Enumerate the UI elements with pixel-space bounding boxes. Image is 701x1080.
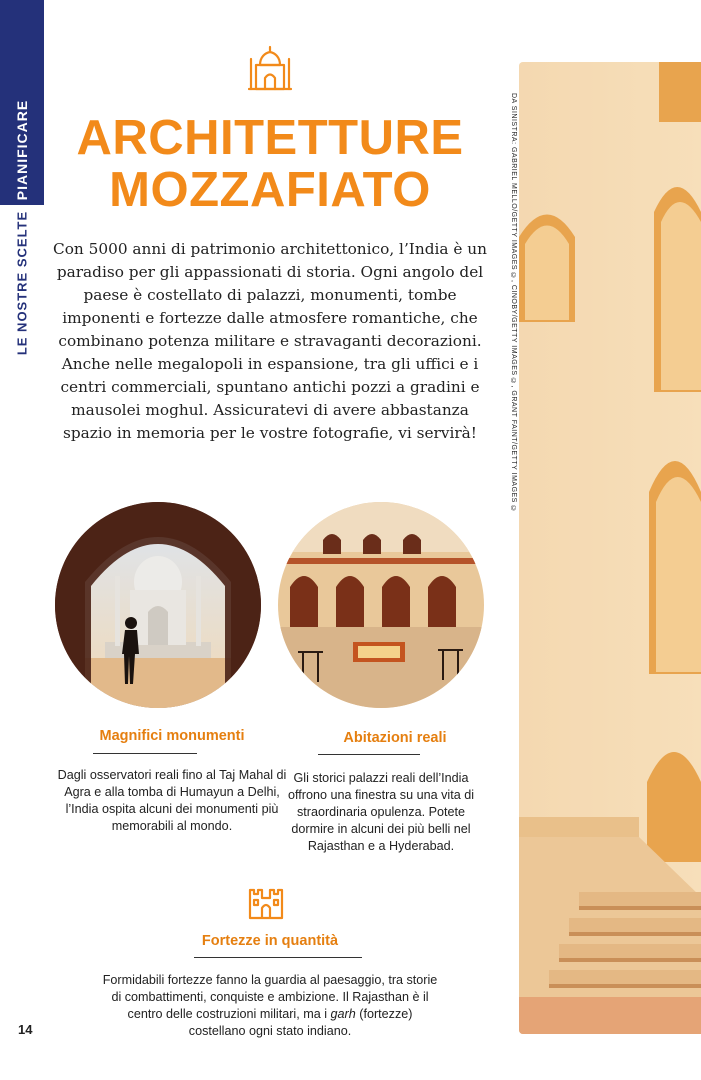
section-title-monuments: Magnifici monumenti xyxy=(99,728,245,744)
section-tab-label: PIANIFICARE xyxy=(14,99,30,201)
page-number: 14 xyxy=(18,1022,33,1037)
photo-credit: DA SINISTRA: GABRIEL MELLO/GETTY IMAGES ©, CINOBY/GETTY IMAGES ©, GRANT FAINT/GETTY IMAGES © xyxy=(510,93,517,513)
palace-courtyard-photo xyxy=(278,502,484,708)
section-text-palaces: Gli storici palazzi reali dell’India offrono una finestra su una vita di straordinaria opulenza. Potete dormire in alcuni dei più belli nel Rajasthan e a Hyderabad. xyxy=(288,771,474,853)
observatory-photo xyxy=(519,62,701,1034)
intro-paragraph: Con 5000 anni di patrimonio architettonico, l’India è un paradiso per gli appassionati di storia. Ogni angolo del paese è costellato di palazzi, monumenti, tombe imponenti e fortezze dalle atmosfere romantiche, che combinano potenza militare e stravaganti decorazioni. Anche nelle megalopoli in espansione, tra gli uffici e i centri commerciali, spuntano antichi pozzi a gradini e mausolei moghul. Assicuratevi di avere abbastanza spazio in memoria per le vostre fotografie, vi servirà! xyxy=(53,240,487,442)
page-title xyxy=(50,112,490,216)
forts-text-part-1: Formidabili fortezze fanno la guardia al paesaggio, tra storie di combattimenti, conquiste e ambizione. Il Rajasthan è il centro delle costruzioni militari, ma i xyxy=(102,973,438,1021)
title-line-2: MOZZAFIATO xyxy=(109,163,431,217)
title-line-1: ARCHITETTURE xyxy=(76,111,464,165)
subsection-label: LE NOSTRE SCELTE xyxy=(14,210,30,356)
forts-text-italic: garh xyxy=(330,1007,356,1021)
section-text-forts xyxy=(100,972,440,1040)
section-title-forts: Fortezze in quantità xyxy=(201,933,339,949)
section-text-monuments: Dagli osservatori reali fino al Taj Mahal di Agra e alla tomba di Humayun a Delhi, l’India ospita alcuni dei monumenti più memorabili al mondo. xyxy=(57,768,287,833)
section-rule-palaces xyxy=(318,754,420,755)
section-title-palaces: Abitazioni reali xyxy=(343,730,447,746)
forts-text-part-2: (fortezze) costellano ogni stato indiano. xyxy=(188,1007,413,1038)
side-tab xyxy=(0,0,44,205)
section-rule-forts xyxy=(194,957,362,958)
taj-mahal-photo xyxy=(55,502,261,708)
fort-icon xyxy=(248,884,284,920)
taj-mahal-icon xyxy=(248,45,292,91)
section-rule-monuments xyxy=(93,753,197,754)
